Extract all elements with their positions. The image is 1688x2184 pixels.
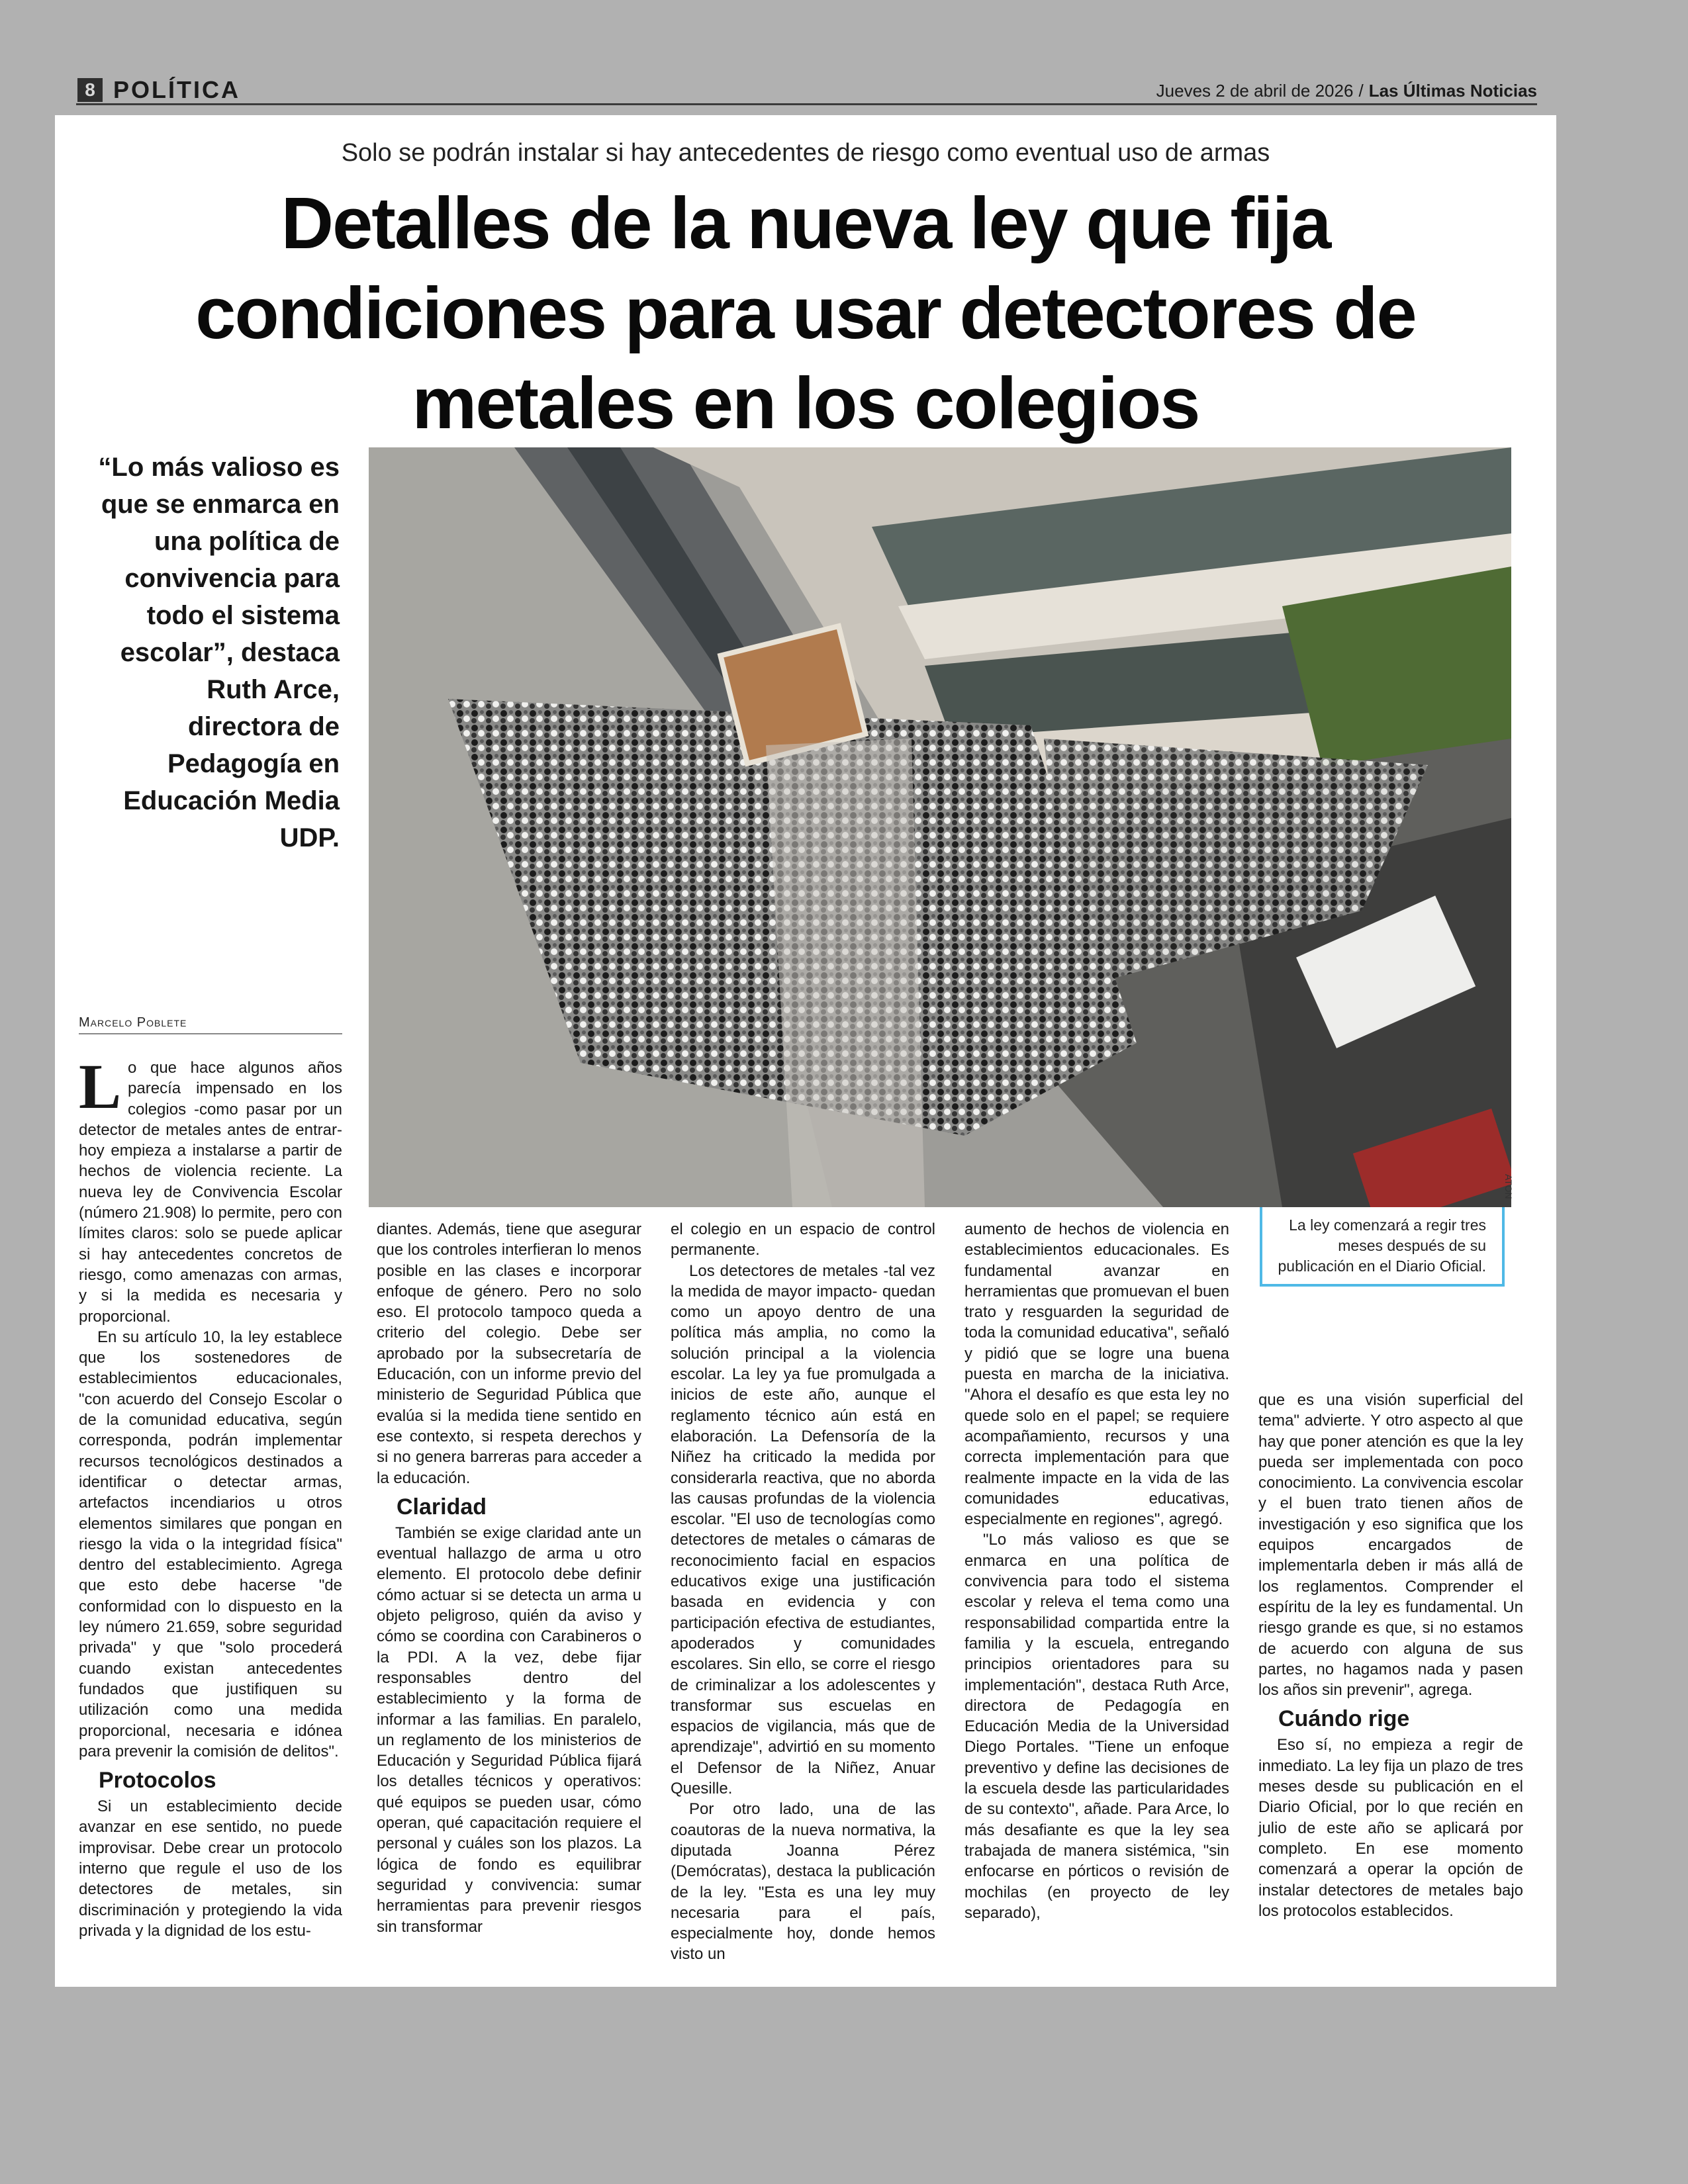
page-number: 8 xyxy=(77,78,103,102)
article-headline xyxy=(121,179,1490,449)
page-header xyxy=(76,77,1537,105)
article-column-4 xyxy=(964,1219,1229,1923)
pull-quote: “Lo más valioso es que se enmarca en una política de convivencia para todo el sistema escolar”, destaca Ruth Arce, directora de Pedagogía en Educación Media UDP. xyxy=(98,453,340,852)
paragraph: Los detectores de metales -tal vez la medida de mayor impacto- quedan como un apoyo dentro de una política más amplia, no como la solución principal a la violencia escolar. La ley ya fue promulgada a inicios de este año, aunque el reglamento técnico aún está en elaboración. La Defensoría de la Niñez ha criticado la medida por considerarla reactiva, que no aborda las causas profundas de la violencia escolar. "El uso de tecnologías como detectores de metales o cámaras de reconocimiento facial en espacios educativos exige una justificación basada en evidencia y con participación efectiva de estudiantes, apoderados y comunidades escolares. Sin ello, se corre el riesgo de criminalizar a los adolescentes y transformar sus escuelas en espacios de vigilancia, más que de aprendizaje", advirtió en su momento el Defensor de la Niñez, Anuar Quesille. xyxy=(671,1261,935,1798)
article-column-1 xyxy=(79,1051,342,1941)
paragraph: En su artículo 10, la ley establece que los sostenedores de establecimientos educacionales, "con acuerdo del Consejo Escolar o de la comunidad educativa, según corresponda, podrán implementar recursos tecnológicos destinados a identificar o detectar armas, artefactos incendiarios u otros elementos similares que pongan en riesgo la vida o la integridad física" dentro del establecimiento. Agrega que esto debe hacerse "de conformidad con lo dispuesto en la ley número 21.659, sobre seguridad privada" y que "solo procederá cuando existan antecedentes fundados que justifiquen su utilización como una medida proporcional, necesaria e idónea para prevenir la comisión de delitos". xyxy=(79,1328,342,1760)
article-column-3 xyxy=(671,1219,935,1965)
paragraph: "Lo más valioso es que se enmarca en una política de convivencia para todo el sistema escolar y releva el tema como una responsabilidad compartida entre la familia y la escuela, entregando principios orientadores para su implementación", destaca Ruth Arce, directora de Pedagogía en Educación Media de la Universidad Diego Portales. "Tiene un enfoque preventivo y define las decisiones de la escuela desde las particularidades de su contexto", añade. Para Arce, lo más desafiante es que la ley sea trabajada de manera sistémica, "sin enfocarse en pórticos o revisión de mochilas (en proyecto de ley separado), xyxy=(964,1531,1229,1922)
paragraph: el colegio en un espacio de control permanente. xyxy=(671,1220,935,1259)
byline: Marcelo Poblete xyxy=(79,1015,342,1034)
dateline-separator: / xyxy=(1358,81,1364,101)
article-column-5 xyxy=(1258,1390,1523,1921)
subheading-claridad: Claridad xyxy=(397,1494,487,1520)
headline-line: Detalles de la nueva ley que fija xyxy=(281,183,1331,264)
article-page xyxy=(55,115,1556,1987)
article-photo xyxy=(369,447,1511,1207)
photo-credit: ATON xyxy=(1503,1174,1514,1199)
paragraph: aumento de hechos de violencia en establecimientos educacionales. Es fundamental avanzar en herramientas que promuevan el buen trato y resguarden la seguridad de toda la comunidad educativa", señaló y pidió que se logre una buena puesta en marcha de la iniciativa. "Ahora el desafío es que esta ley no quede solo en el papel; se requiere acompañamiento, recursos y una correcta implementación para que realmente impacte en la vida de las comunidades educativas, especialmente en regiones", agregó. xyxy=(964,1220,1229,1529)
headline-line: condiciones para usar detectores de xyxy=(195,273,1416,354)
subheading-cuando-rige: Cuándo rige xyxy=(1278,1706,1410,1732)
paragraph: Eso sí, no empieza a regir de inmediato. La ley fija un plazo de tres meses desde su publicación en el Diario Oficial, por lo que recién en julio de este año se aplicará por completo. En ese momento comenzará a operar la opción de instalar detectores de metales bajo los protocolos establecidos. xyxy=(1258,1736,1523,1920)
article-column-2 xyxy=(377,1219,641,1937)
paragraph: Por otro lado, una de las coautoras de la nueva normativa, la diputada Joanna Pérez (Demócratas), destaca la publicación de la ley. "Esta es una ley muy necesaria para el país, especialmente hoy, donde hemos visto un xyxy=(671,1800,935,1964)
paragraph xyxy=(79,1051,342,1327)
photo-caption: La ley comenzará a regir tres meses después de su publicación en el Diario Oficial. xyxy=(1260,1207,1505,1287)
paragraph: También se exige claridad ante un eventual hallazgo de arma u otro elemento. El protocolo debe definir cómo actuar si se detecta un arma u objeto peligroso, quién da aviso y cómo se coordina con Carabineros o la PDI. A la vez, debe fijar responsables dentro del establecimiento y la forma de informar a las familias. En paralelo, un reglamento de los ministerios de Educación y Seguridad Pública fijará los detalles técnicos y operativos: qué equipos se pueden usar, cómo operan, qué capacitación requiere el personal y cuáles son los plazos. La lógica de fondo es equilibrar seguridad y convivencia: sumar herramientas para prevenir riesgos sin transformar xyxy=(377,1524,641,1936)
aerial-crowd-photo xyxy=(369,447,1511,1207)
paragraph: Si un establecimiento decide avanzar en ese sentido, no puede improvisar. Debe crear un protocolo interno que regule el uso de los detectores de metales, sin discriminación y protegiendo la vida privada y la dignidad de los estu- xyxy=(79,1797,342,1940)
drop-cap: L xyxy=(79,1051,122,1122)
article-kicker: Solo se podrán instalar si hay antecedentes de riesgo como eventual uso de armas xyxy=(341,139,1270,167)
paragraph: que es una visión superficial del tema" advierte. Y otro aspecto al que hay que poner atención es que la ley pueda ser implementada con poco conocimiento. La convivencia escolar y el buen trato tienen años de investigación y eso significa que los equipos encargados de implementarla deben ir más allá de los reglamentos. Comprender el espíritu de la ley es fundamental. Un riesgo grande es que, si no estamos de acuerdo con alguna de sus partes, no hagamos nada y pasen los años sin prevenir", agrega. xyxy=(1258,1391,1523,1700)
subheading-protocolos: Protocolos xyxy=(99,1768,216,1794)
paragraph: diantes. Además, tiene que asegurar que los controles interfieran lo menos posible en las clases e incorporar enfoque de género. Pero no solo eso. El protocolo tampoco queda a criterio del colegio. Debe ser aprobado por la subsecretaría de Educación, con un informe previo del ministerio de Seguridad Pública que evalúa si la medida tiene sentido en ese contexto, si respeta derechos y si no genera barreras para acceder a la educación. xyxy=(377,1220,641,1487)
publication-date: Jueves 2 de abril de 2026 xyxy=(1156,81,1354,101)
dateline xyxy=(1156,81,1537,101)
section-label: POLÍTICA xyxy=(113,76,240,103)
newspaper-name: Las Últimas Noticias xyxy=(1368,81,1537,101)
headline-line: metales en los colegios xyxy=(412,363,1199,444)
paragraph-text: o que hace algunos años parecía impensado en los colegios -como pasar por un detector de metales antes de entrar- hoy empieza a instalarse a partir de hechos de violencia reciente. La nueva ley de Convivencia Escolar (número 21.908) lo permite, pero con límites claros: solo se puede aplicar si hay antecedentes concretos de riesgo, como amenazas con armas, y si la medida es necesaria y proporcional. xyxy=(79,1059,342,1326)
